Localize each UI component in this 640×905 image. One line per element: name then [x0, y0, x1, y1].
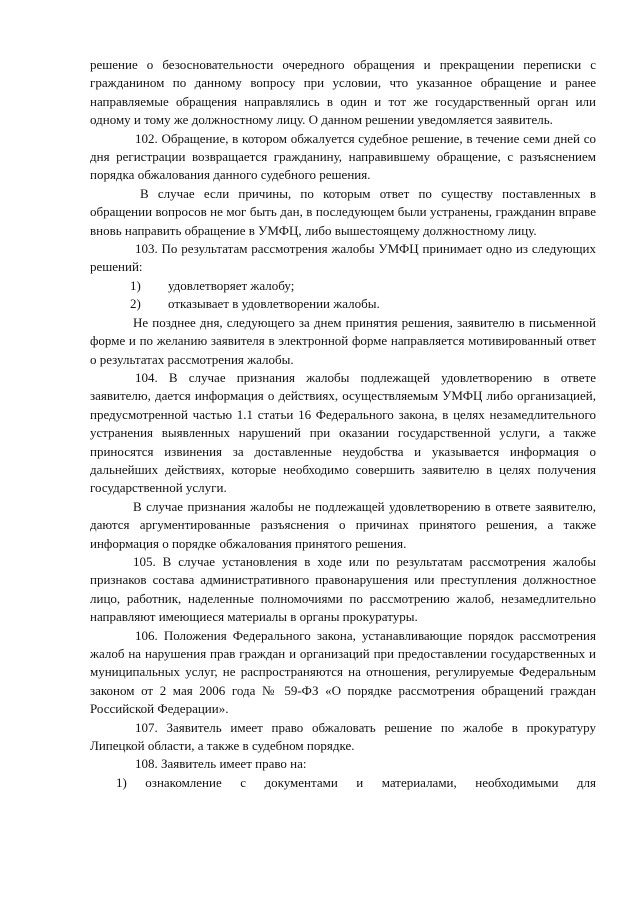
paragraph-103: 103. По результатам рассмотрения жалобы УМФЦ принимает одно из следующих решений: — [90, 241, 596, 275]
document-page — [90, 56, 596, 792]
paragraph-rejection: В случае признания жалобы не подлежащей удовлетворению в ответе заявителю, даются аргументированные разъяснения о причинах принятого решения, а также информация о порядке обжалования принятого решения. — [90, 498, 596, 551]
paragraph-106: 106. Положения Федерального закона, устанавливающие порядок рассмотрения жалоб на нарушения прав граждан и организаций при предоставлении государственных и муниципальных услуг, не распространяются на отношения, регулируемые Федеральным законом от 2 мая 2006 года № 59-ФЗ «О порядке рассмотрения обращений граждан Российской Федерации». — [90, 627, 596, 717]
list-item-text: отказывает в удовлетворении жалобы. — [168, 296, 380, 312]
paragraph-decision-notice: решение о безосновательности очередного обращения и прекращении переписки с гражданином по данному вопросу при условии, что указанное обращение и ранее направляемые обращения направлялись в один и тот же государственный орган или одному и тому же должностному лицу. О данном решении уведомляется заявитель. — [90, 57, 596, 128]
paragraph-response-deadline: Не позднее дня, следующего за днем принятия решения, заявителю в письменной форме и по желанию заявителя в электронной форме направляется мотивированный ответ о результатах рассмотрения жалобы. — [90, 314, 596, 367]
paragraph-108: 108. Заявитель имеет право на: — [135, 756, 307, 772]
paragraph-108-item-1: 1) ознакомление с документами и материалами, необходимыми для — [116, 774, 596, 790]
list-item — [90, 295, 596, 313]
paragraph-104: 104. В случае признания жалобы подлежащей удовлетворению в ответе заявителю, дается информация о действиях, осуществляемым УМФЦ либо организацией, предусмотренной частью 1.1 статьи 16 Федерального закона, в целях незамедлительного устранения выявленных нарушений при оказании государственной услуги, а также приносятся извинения за доставленные неудобства и указывается информация о дальнейших действиях, которые необходимо совершить заявителю в целях получения государственной услуги. — [90, 369, 596, 496]
paragraph-102: 102. Обращение, в котором обжалуется судебное решение, в течение семи дней со дня регистрации возвращается гражданину, направившему обращение, с разъяснением порядка обжалования данного судебного решения. — [90, 130, 596, 183]
list-item-number: 2) — [130, 296, 141, 312]
list-item-text: удовлетворяет жалобу; — [168, 277, 295, 293]
paragraph-107: 107. Заявитель имеет право обжаловать решение по жалобе в прокуратуру Липецкой области, а также в судебном порядке. — [90, 719, 596, 754]
paragraph-105: 105. В случае установления в ходе или по результатам рассмотрения жалобы признаков состава административного правонарушения или преступления должностное лицо, работник, наделенные полномочиями по рассмотрению жалоб, незамедлительно направляют имеющиеся материалы в органы прокуратуры. — [90, 553, 596, 625]
paragraph-resubmission: В случае если причины, по которым ответ по существу поставленных в обращении вопросов не мог быть дан, в последующем были устранены, гражданин вправе вновь направить обращение в УМФЦ, либо вышестоящему должностному лицу. — [90, 185, 596, 238]
list-item-number: 1) — [130, 277, 141, 293]
list-item — [90, 277, 596, 295]
